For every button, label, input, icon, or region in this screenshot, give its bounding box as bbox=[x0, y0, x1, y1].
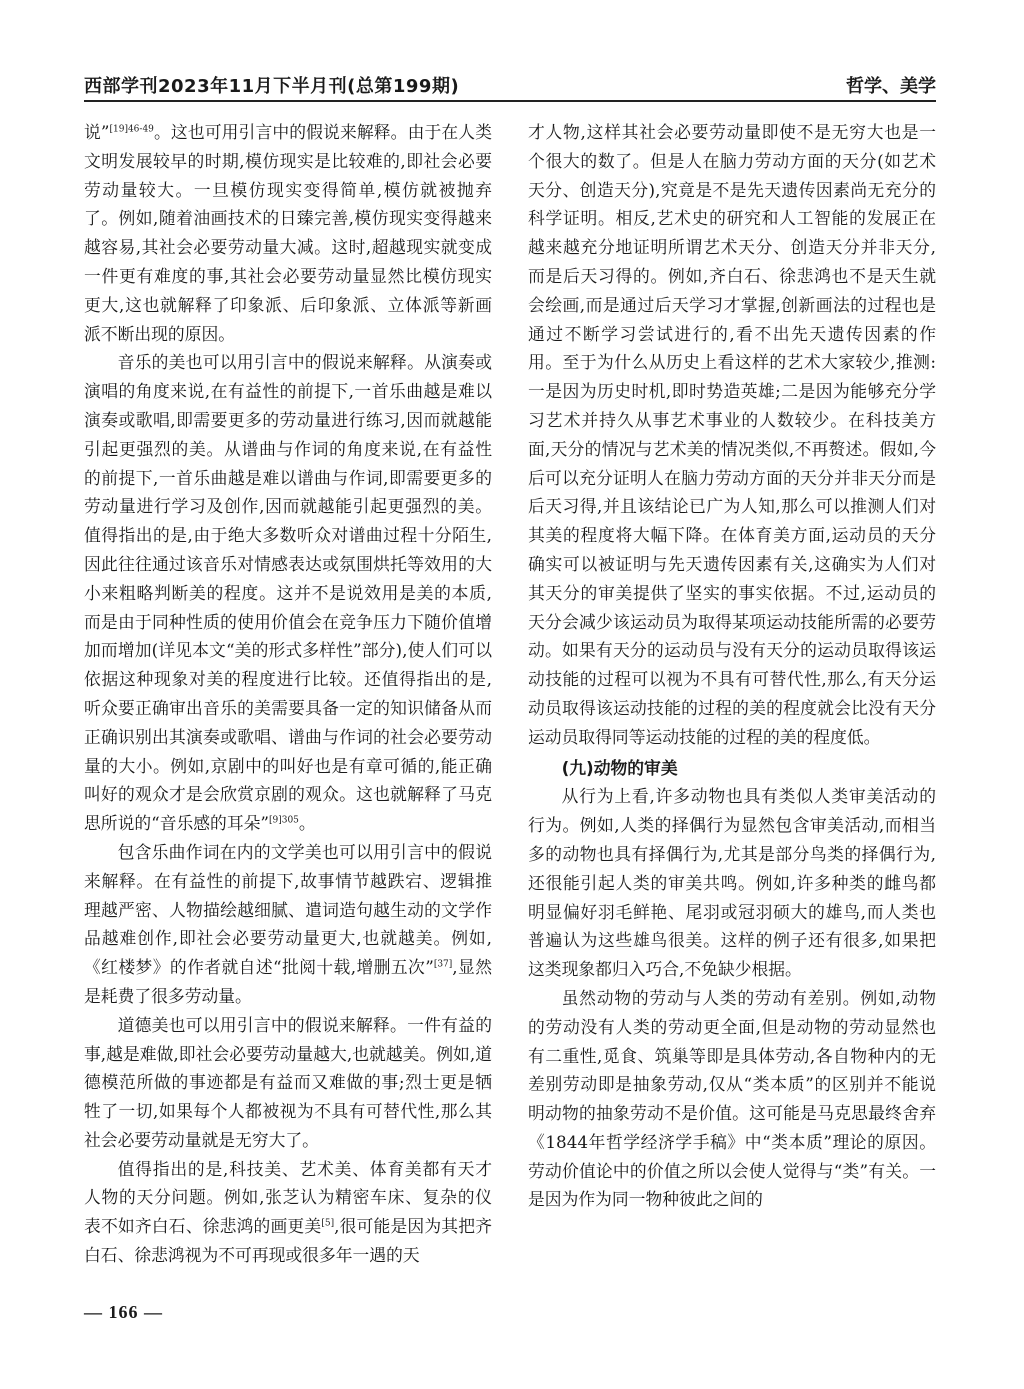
paragraph bbox=[84, 1155, 492, 1268]
paragraph-text: ,很可能是因为其把齐白石、徐悲鸿视为不可再现或很多年一遇的天 bbox=[84, 1216, 492, 1266]
paragraph-text: 包含乐曲作词在内的文学美也可以用引言中的假说来解释。在有益性的前提下,故事情节越跌宕、逻辑推理越严密、人物描绘越细腻、遣词造句越生动的文学作品越难创作,即社会必要劳动量更大,也就越美。例如,《红楼梦》的作者就自述“批阅十载,增删五次” bbox=[84, 841, 492, 978]
paragraph: 从行为上看,许多动物也具有类似人类审美活动的行为。例如,人类的择偶行为显然包含审美活动,而相当多的动物也具有择偶行为,尤其是部分鸟类的择偶行为,还很能引起人类的审美共鸣。例如,许多种类的雌鸟都明显偏好羽毛鲜艳、尾羽或冠羽硕大的雄鸟,而人类也普遍认为这些雄鸟很美。这样的例子还有很多,如果把这类现象都归入巧合,不免缺少根据。 bbox=[528, 786, 936, 980]
paragraph-text: 值得指出的是,科技美、艺术美、体育美都有天才人物的天分问题。例如,张芝认为精密车床、复杂的仪表不如齐白石、徐悲鸿的画更美 bbox=[84, 1158, 492, 1237]
paragraph: 道德美也可以用引言中的假说来解释。一件有益的事,越是难做,即社会必要劳动量越大,也就越美。例如,道德模范所做的事迹都是有益而又难做的事;烈士更是牺牲了一切,如果每个人都被视为不具有可替代性,那么其社会必要劳动量就是无穷大了。 bbox=[84, 1014, 492, 1150]
paragraph-text: 说” bbox=[84, 122, 110, 142]
journal-title: 西部学刊2023年11月下半月刊(总第199期) bbox=[84, 76, 460, 97]
paragraph: 才人物,这样其社会必要劳动量即使不是无穷大也是一个很大的数了。但是人在脑力劳动方面的天分(如艺术天分、创造天分),究竟是不是先天遗传因素尚无充分的科学证明。相反,艺术史的研究和人工智能的发展正在越来越充分地证明所谓艺术天分、创造天分并非天分,而是后天习得的。例如,齐白石、徐悲鸿也不是天生就会绘画,而是通过后天学习才掌握,创新画法的过程也是通过不断学习尝试进行的,看不出先天遗传因素的作用。至于为什么从历史上看这样的艺术大家较少,推测:一是因为历史时机,即时势造英雄;二是因为能够充分学习艺术并持久从事艺术事业的人数较少。在科技美方面,天分的情况与艺术美的情况类似,不再赘述。假如,今后可以充分证明人在脑力劳动方面的天分并非天分而是后天习得,并且该结论已广为人知,那么可以推测人们对其美的程度将大幅下降。在体育美方面,运动员的天分确实可以被证明与先天遗传因素有关,这确实为人们对其天分的审美提供了坚实的事实依据。不过,运动员的天分会减少该运动员为取得某项运动技能所需的必要劳动。如果有天分的运动员与没有天分的运动员取得该运动技能的过程可以视为不具有可替代性,那么,有天分运动员取得该运动技能的过程的美的程度就会比没有天分运动员取得同等运动技能的过程的美的程度低。 bbox=[528, 122, 936, 747]
paragraph-text: 。这也可用引言中的假说来解释。由于在人类文明发展较早的时期,模仿现实是比较难的,即社会必要劳动量较大。一旦模仿现实变得简单,模仿就被抛弃了。例如,随着油画技术的日臻完善,模仿现实变得越来越容易,其社会必要劳动量大减。这时,超越现实就变成一件更有难度的事,其社会必要劳动量显然比模仿现实更大,这也就解释了印象派、后印象派、立体派等新画派不断出现的原因。 bbox=[84, 122, 492, 344]
citation: [37] bbox=[433, 959, 453, 970]
citation: [5] bbox=[321, 1218, 335, 1229]
paragraph: 虽然动物的劳动与人类的劳动有差别。例如,动物的劳动没有人类的劳动更全面,但是动物的劳动显然也有二重性,觅食、筑巢等即是具体劳动,各自物种内的无差别劳动即是抽象劳动,仅从“类本质”的区别并不能说明动物的抽象劳动不是价值。这可能是马克思最终舍弃《1844年哲学经济学手稿》中“类本质”理论的原因。劳动价值论中的价值之所以会使人觉得与“类”有关。一是因为作为同一物种彼此之间的 bbox=[528, 987, 936, 1210]
paragraph bbox=[84, 118, 492, 348]
page-number: — 166 — bbox=[84, 1302, 163, 1322]
section-heading: (九)动物的审美 bbox=[561, 757, 678, 778]
section-name: 哲学、美学 bbox=[846, 76, 936, 97]
left-column bbox=[84, 118, 492, 1268]
paragraph-text: 音乐的美也可以用引言中的假说来解释。从演奏或演唱的角度来说,在有益性的前提下,一首乐曲越是难以演奏或歌唱,即需要更多的劳动量进行练习,因而就越能引起更强烈的美。从谱曲与作词的角度来说,在有益性的前提下,一首乐曲越是难以谱曲与作词,即需要更多的劳动量进行学习及创作,因而就越能引起更强烈的美。值得指出的是,由于绝大多数听众对谱曲过程十分陌生,因此往往通过该音乐对情感表达或氛围烘托等效用的大小来粗略判断美的程度。这并不是说效用是美的本质,而是由于同种性质的使用价值会在竞争压力下随价值增加而增加(详见本文“美的形式多样性”部分),使人们可以依据这种现象对美的程度进行比较。还值得指出的是,听众要正确审出音乐的美需要具备一定的知识储备从而正确识别出其演奏或歌唱、谱曲与作词的社会必要劳动量的大小。例如,京剧中的叫好也是有章可循的,能正确叫好的观众才是会欣赏京剧的观众。这也就解释了马克思所说的“音乐感的耳朵” bbox=[84, 352, 492, 834]
paragraph bbox=[84, 348, 492, 838]
right-column bbox=[528, 118, 936, 1268]
paragraph-text: ,显然是耗费了很多劳动量。 bbox=[84, 957, 492, 1006]
citation: [9]305 bbox=[268, 815, 299, 826]
paragraph-text: 。 bbox=[298, 813, 316, 834]
paragraph bbox=[84, 838, 492, 1011]
running-header bbox=[84, 70, 936, 102]
citation: [19]46-49 bbox=[109, 124, 154, 135]
